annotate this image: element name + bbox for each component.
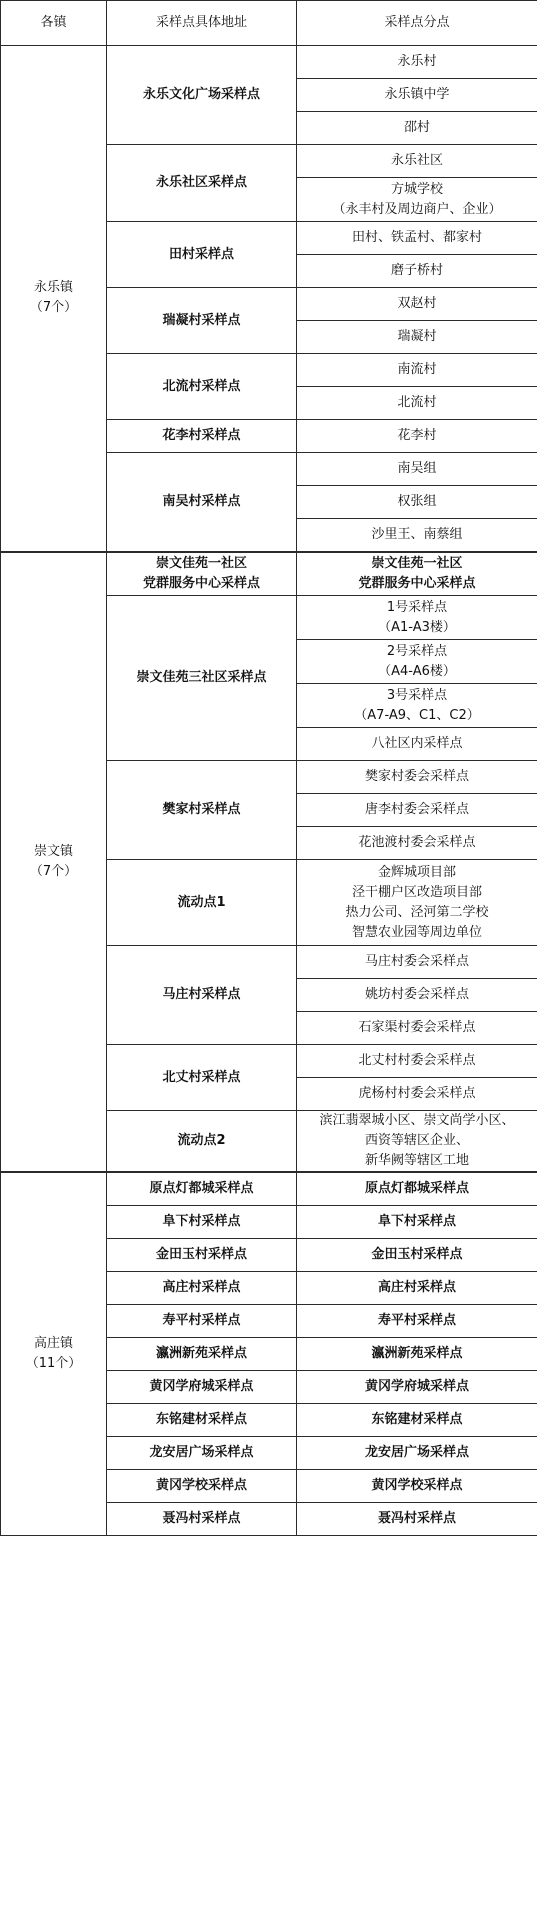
location-cell: 瀛洲新苑采样点: [107, 1337, 297, 1370]
location-cell: 流动点2: [107, 1111, 297, 1173]
location-cell: 原点灯都城采样点: [107, 1172, 297, 1205]
subpoint-cell: 方城学校 （永丰村及周边商户、企业）: [297, 178, 537, 222]
table-row: [1, 46, 537, 79]
subpoint-cell: 权张组: [297, 486, 537, 519]
location-cell: 高庄村采样点: [107, 1271, 297, 1304]
subpoint-cell: 南吴组: [297, 453, 537, 486]
header-subpoint: 采样点分点: [297, 1, 537, 46]
header-location: 采样点具体地址: [107, 1, 297, 46]
subpoint-cell: 北流村: [297, 387, 537, 420]
subpoint-cell: 龙安居广场采样点: [297, 1436, 537, 1469]
location-cell: 东铭建材采样点: [107, 1403, 297, 1436]
location-cell: 瑞凝村采样点: [107, 288, 297, 354]
location-cell: 崇文佳苑一社区 党群服务中心采样点: [107, 552, 297, 596]
table-row: [1, 552, 537, 596]
town-count: （7个）: [29, 300, 78, 316]
table-row: [1, 1172, 537, 1205]
subpoint-cell: 2号采样点 （A4-A6楼）: [297, 640, 537, 684]
town-name: 高庄镇: [33, 1335, 73, 1351]
subpoint-cell: 花李村: [297, 420, 537, 453]
subpoint-cell: 滨江翡翠城小区、崇文尚学小区、 西资等辖区企业、 新华阙等辖区工地: [297, 1111, 537, 1173]
location-cell: 金田玉村采样点: [107, 1238, 297, 1271]
subpoint-cell: 永乐镇中学: [297, 79, 537, 112]
town-cell: [1, 552, 107, 1173]
subpoint-cell: 虎杨村村委会采样点: [297, 1078, 537, 1111]
location-cell: 马庄村采样点: [107, 946, 297, 1045]
subpoint-cell: 石家渠村委会采样点: [297, 1012, 537, 1045]
subpoint-cell: 八社区内采样点: [297, 728, 537, 761]
location-cell: 龙安居广场采样点: [107, 1436, 297, 1469]
location-cell: 永乐社区采样点: [107, 145, 297, 222]
location-cell: 田村采样点: [107, 222, 297, 288]
subpoint-cell: 田村、铁孟村、都家村: [297, 222, 537, 255]
subpoint-cell: 1号采样点 （A1-A3楼）: [297, 596, 537, 640]
town-count: （11个）: [25, 1355, 82, 1371]
location-cell: 北流村采样点: [107, 354, 297, 420]
subpoint-cell: 金辉城项目部 泾干棚户区改造项目部 热力公司、泾河第二学校 智慧农业园等周边单位: [297, 860, 537, 946]
subpoint-cell: 南流村: [297, 354, 537, 387]
subpoint-cell: 磨子桥村: [297, 255, 537, 288]
location-cell: 花李村采样点: [107, 420, 297, 453]
subpoint-cell: 聂冯村采样点: [297, 1502, 537, 1535]
subpoint-cell: 原点灯都城采样点: [297, 1172, 537, 1205]
subpoint-cell: 阜下村采样点: [297, 1205, 537, 1238]
subpoint-cell: 马庄村委会采样点: [297, 946, 537, 979]
location-cell: 樊家村采样点: [107, 761, 297, 860]
subpoint-cell: 瑞凝村: [297, 321, 537, 354]
subpoint-cell: 唐李村委会采样点: [297, 794, 537, 827]
town-cell: [1, 1172, 107, 1535]
subpoint-cell: 永乐社区: [297, 145, 537, 178]
subpoint-cell: 东铭建材采样点: [297, 1403, 537, 1436]
location-cell: 黄冈学府城采样点: [107, 1370, 297, 1403]
subpoint-cell: 北丈村村委会采样点: [297, 1045, 537, 1078]
subpoint-cell: 樊家村委会采样点: [297, 761, 537, 794]
header-town: 各镇: [1, 1, 107, 46]
town-name: 永乐镇: [33, 280, 73, 296]
subpoint-cell: 寿平村采样点: [297, 1304, 537, 1337]
subpoint-cell: 黄冈学校采样点: [297, 1469, 537, 1502]
subpoint-cell: 崇文佳苑一社区 党群服务中心采样点: [297, 552, 537, 596]
location-cell: 流动点1: [107, 860, 297, 946]
subpoint-cell: 金田玉村采样点: [297, 1238, 537, 1271]
location-cell: 阜下村采样点: [107, 1205, 297, 1238]
location-cell: 寿平村采样点: [107, 1304, 297, 1337]
subpoint-cell: 高庄村采样点: [297, 1271, 537, 1304]
subpoint-cell: 沙里王、南蔡组: [297, 519, 537, 552]
location-cell: 北丈村采样点: [107, 1045, 297, 1111]
town-cell: [1, 46, 107, 552]
subpoint-cell: 姚坊村委会采样点: [297, 979, 537, 1012]
table-header-row: [1, 1, 537, 46]
location-cell: 永乐文化广场采样点: [107, 46, 297, 145]
subpoint-cell: 永乐村: [297, 46, 537, 79]
subpoint-cell: 花池渡村委会采样点: [297, 827, 537, 860]
subpoint-cell: 瀛洲新苑采样点: [297, 1337, 537, 1370]
location-cell: 崇文佳苑三社区采样点: [107, 596, 297, 761]
subpoint-cell: 黄冈学府城采样点: [297, 1370, 537, 1403]
town-count: （7个）: [29, 863, 78, 879]
subpoint-cell: 3号采样点 （A7-A9、C1、C2）: [297, 684, 537, 728]
subpoint-cell: 双赵村: [297, 288, 537, 321]
location-cell: 黄冈学校采样点: [107, 1469, 297, 1502]
location-cell: 南吴村采样点: [107, 453, 297, 552]
town-name: 崇文镇: [33, 843, 73, 859]
subpoint-cell: 邵村: [297, 112, 537, 145]
location-cell: 聂冯村采样点: [107, 1502, 297, 1535]
table-body: [1, 46, 537, 1536]
